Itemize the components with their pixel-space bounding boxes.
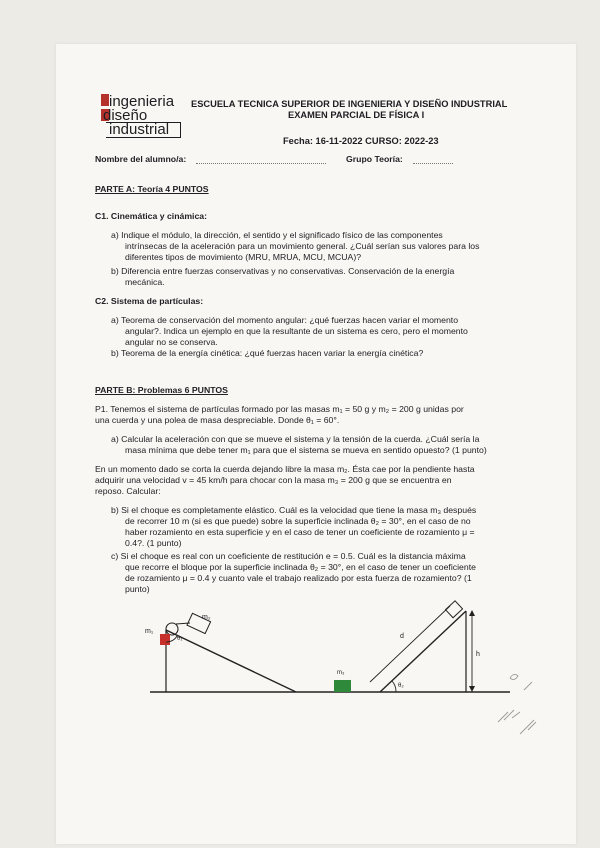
label-m1: m₁ <box>145 628 154 635</box>
part-a-title: PARTE A: Teoría 4 PUNTOS <box>95 184 209 194</box>
top-block <box>446 601 463 618</box>
c1-title: C1. Cinemática y cinámica: <box>95 211 208 221</box>
theta2-arc <box>392 681 396 692</box>
distance-d-line <box>370 606 450 682</box>
c2-title: C2. Sistema de partículas: <box>95 296 204 306</box>
group-label: Grupo Teoría: <box>346 154 403 164</box>
logo-line-2: diseño <box>103 107 148 124</box>
student-name-label: Nombre del alumno/a: <box>95 154 187 164</box>
exam-title: EXAMEN PARCIAL DE FÍSICA I <box>288 110 425 120</box>
logo-line-3: industrial <box>109 121 170 138</box>
mass-m1-block <box>160 634 170 645</box>
label-theta2: θ₂ <box>398 683 404 689</box>
label-m3: m₃ <box>337 670 345 676</box>
label-h: h <box>476 651 480 658</box>
school-name: ESCUELA TECNICA SUPERIOR DE INGENIERIA Y DISEÑO INDUSTRIAL <box>191 99 508 109</box>
label-theta1: θ₁ <box>177 636 183 642</box>
left-incline <box>166 630 296 692</box>
right-incline <box>380 611 466 692</box>
h-arrow-down <box>469 686 475 692</box>
mass-m3-block <box>334 680 351 692</box>
exam-date: Fecha: 16-11-2022 CURSO: 2022-23 <box>283 136 439 146</box>
part-b-title: PARTE B: Problemas 6 PUNTOS <box>95 385 228 395</box>
label-m2: m₂ <box>202 614 211 621</box>
h-arrow-up <box>469 610 475 616</box>
pencil-notes <box>498 674 536 734</box>
logo-line-1: ingenieria <box>109 93 175 110</box>
c2-item-b: b) Teorema de la energía cinética: ¿qué fuerzas hacen variar la energía cinética? <box>111 348 424 358</box>
label-d: d <box>400 633 404 640</box>
